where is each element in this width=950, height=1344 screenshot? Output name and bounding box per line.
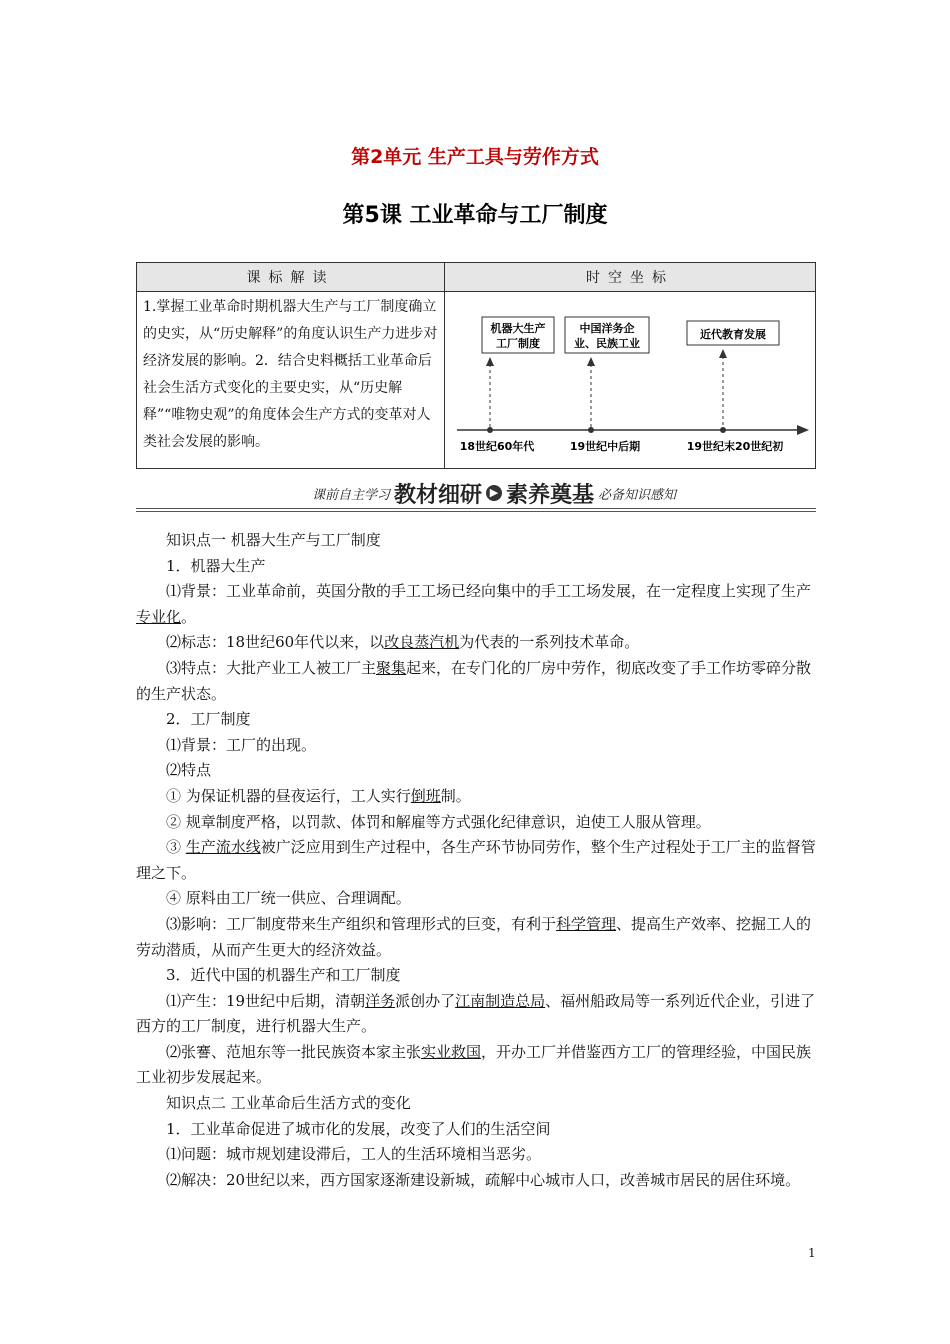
underlined-term: 洋务	[365, 991, 396, 1010]
underlined-term: 倒班	[410, 786, 441, 805]
underlined-term: 专业化	[136, 607, 182, 626]
event-label-3: 近代教育发展	[700, 328, 766, 341]
underlined-term: 聚集	[376, 658, 407, 677]
knowledge-point-1-title: 知识点一 机器大生产与工厂制度	[166, 531, 381, 549]
knowledge-point-2-title: 知识点二 工业革命后生活方式的变化	[166, 1094, 411, 1113]
paragraph: ⑵标志：18世纪60年代以来，以改良蒸汽机为代表的一系列技术革命。	[166, 633, 640, 652]
banner-main-2: 素养奠基	[506, 482, 595, 508]
underlined-term: 生产流水线	[185, 838, 261, 857]
section-banner	[312, 478, 676, 508]
standards-table	[136, 262, 816, 469]
paragraph: ⑵解决：20世纪以来，西方国家逐渐建设新城，疏解中心城市人口，改善城市居民的居住环境。	[166, 1170, 801, 1189]
period-label-2: 19世纪中后期	[569, 440, 641, 453]
paragraph: ⑴背景：工业革命前，英国分散的手工工场已经向集中的手工工场发展，在一定程度上实现了生产专业化。	[136, 582, 812, 626]
page-number: 1	[808, 1246, 816, 1260]
paragraph: ⑴产生：19世纪中后期，清朝洋务派创办了江南制造总局、福州船政局等一系列近代企业，引进了西方的工厂制度，进行机器大生产。	[136, 991, 816, 1036]
arrow-right-icon: ▶	[486, 485, 502, 501]
event-label-1a: 机器大生产	[490, 322, 546, 335]
col-header-timeline: 时空坐标	[445, 263, 816, 292]
standards-text: 1.掌握工业革命时期机器大生产与工厂制度确立的史实，从“历史解释”的角度认识生产力进步对经济发展的影响。2．结合史料概括工业革命后社会生活方式变化的主要史实，从“历史解释”“唯物史观”的角度体会生产方式的变革对人类社会发展的影响。	[143, 299, 438, 450]
paragraph: ⑴背景：工厂的出现。	[166, 735, 317, 754]
banner-main-1: 教材细研	[394, 482, 483, 508]
paragraph: ⑵特点	[166, 761, 212, 780]
lesson-title: 第5课 工业革命与工厂制度	[342, 203, 608, 228]
paragraph: ⑶影响：工厂制度带来生产组织和管理形式的巨变，有利于科学管理、提高生产效率、挖掘工人的劳动潜质，从而产生更大的经济效益。	[136, 914, 812, 959]
unit-title: 第2单元 生产工具与劳作方式	[351, 146, 599, 168]
underlined-term: 科学管理	[556, 914, 617, 933]
paragraph: ③ 生产流水线被广泛应用到生产过程中，各生产环节协同劳作，整个生产过程处于工厂主的监督管理之下。	[136, 838, 816, 882]
period-label-1: 18世纪60年代	[459, 440, 535, 453]
section-heading: 3．近代中国的机器生产和工厂制度	[166, 966, 401, 985]
underlined-term: 改良蒸汽机	[384, 633, 460, 652]
col-header-standards: 课标解读	[137, 263, 445, 292]
banner-right: 必备知识感知	[598, 487, 677, 503]
paragraph: ⑵张謇、范旭东等一批民族资本家主张实业救国，开办工厂并借鉴西方工厂的管理经验，中国民族工业初步发展起来。	[136, 1042, 812, 1087]
period-label-3: 19世纪末20世纪初	[686, 440, 784, 453]
event-label-1b: 工厂制度	[496, 337, 540, 350]
paragraph: ② 规章制度严格，以罚款、体罚和解雇等方式强化纪律意识，迫使工人服从管理。	[166, 812, 711, 831]
paragraph: ① 为保证机器的昼夜运行，工人实行倒班制。	[166, 786, 471, 805]
section-heading: 1．工业革命促进了城市化的发展，改变了人们的生活空间	[166, 1119, 551, 1138]
section-heading: 1．机器大生产	[166, 556, 266, 575]
event-label-2b: 业、民族工业	[574, 337, 640, 350]
paragraph: ⑴问题：城市规划建设滞后，工人的生活环境相当恶劣。	[166, 1145, 542, 1164]
underlined-term: 实业救国	[421, 1042, 482, 1061]
banner-left: 课前自主学习	[312, 487, 391, 503]
section-heading: 2．工厂制度	[166, 710, 251, 729]
content-body	[136, 528, 816, 1193]
divider	[136, 508, 816, 512]
paragraph: ④ 原料由工厂统一供应、合理调配。	[166, 889, 411, 908]
underlined-term: 江南制造总局	[455, 991, 546, 1010]
paragraph: ⑶特点：大批产业工人被工厂主聚集起来，在专门化的厂房中劳作，彻底改变了手工作坊零碎分散的生产状态。	[136, 658, 812, 703]
timeline-diagram	[445, 292, 815, 468]
event-label-2a: 中国洋务企	[579, 322, 635, 335]
